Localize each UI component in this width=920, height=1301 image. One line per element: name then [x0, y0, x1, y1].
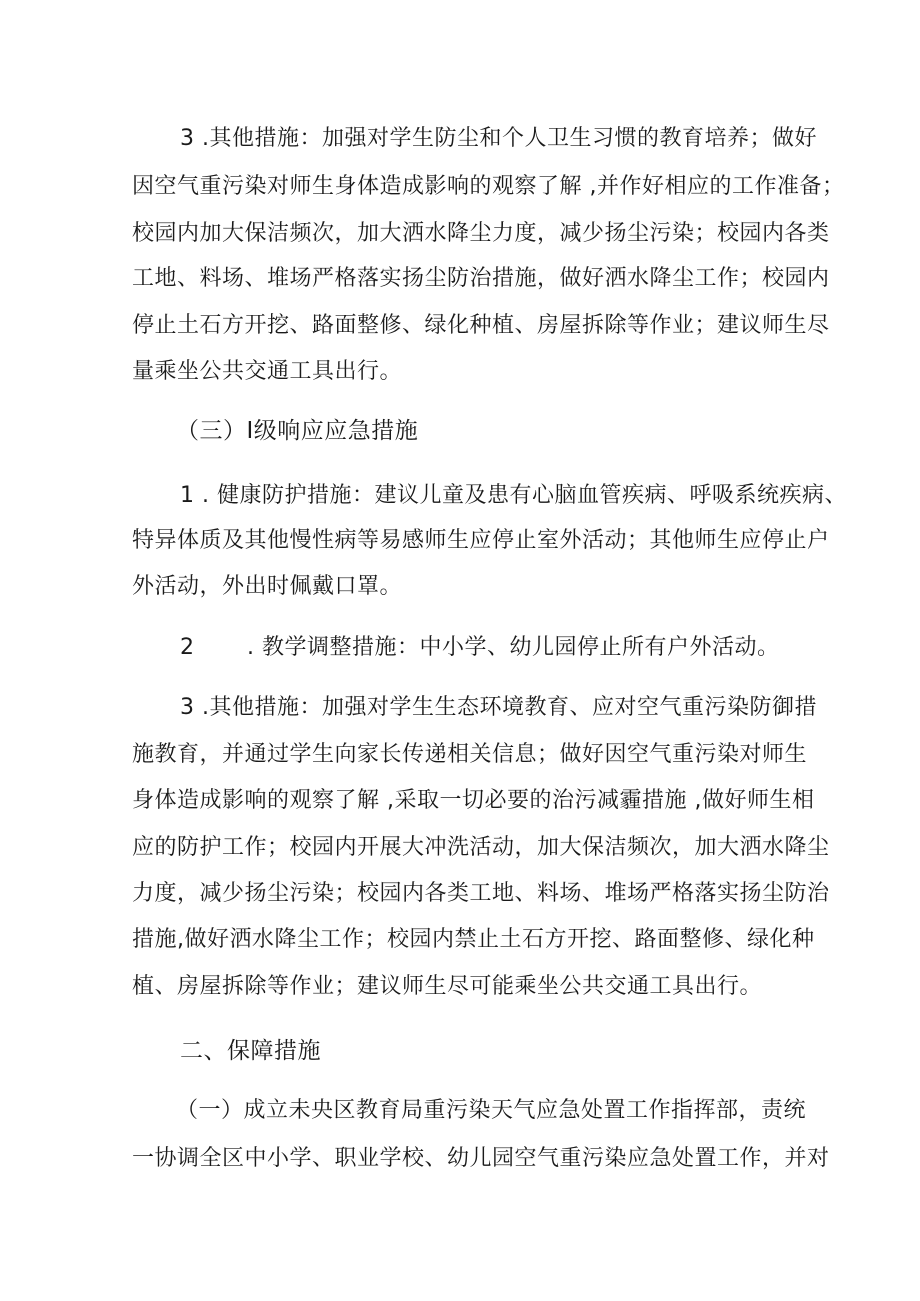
paragraph-line: 施教育，并通过学生向家长传递相关信息；做好因空气重污染对师生 — [132, 742, 808, 767]
paragraph-line: （一）成立未央区教育局重污染天气应急处置工作指挥部，责统 — [176, 1098, 807, 1123]
paragraph-line: 应的防护工作；校园内开展大冲洗活动，加大保洁频次，加大洒水降尘 — [132, 835, 830, 860]
paragraph-line: 1 . 健康防护措施：建议儿童及患有心脑血管疾病、呼吸系统疾病、 — [180, 483, 847, 508]
paragraph-line: 外活动，外出时佩戴口罩。 — [132, 574, 403, 599]
paragraph-line: 3 .其他措施：加强对学生防尘和个人卫生习惯的教育培养；做好 — [180, 126, 817, 151]
paragraph-line: 特异体质及其他慢性病等易感师生应停止室外活动；其他师生应停止户 — [132, 528, 830, 553]
paragraph-line: 因空气重污染对师生身体造成影响的观察了解 ,并作好相应的工作准备； — [132, 174, 845, 199]
paragraph-line: 一协调全区中小学、职业学校、幼儿园空气重污染应急处置工作，并对 — [132, 1146, 830, 1171]
paragraph-line: 工地、料场、堆场严格落实扬尘防治措施，做好洒水降尘工作；校园内 — [132, 266, 830, 291]
paragraph-line: 2 . 教学调整措施：中小学、幼儿园停止所有户外活动。 — [180, 635, 780, 660]
paragraph-line: 量乘坐公共交通工具出行。 — [132, 359, 403, 384]
paragraph-line: 植、房屋拆除等作业；建议师生尽可能乘坐公共交通工具出行。 — [132, 974, 763, 999]
section-heading: 二、保障措施 — [180, 1038, 321, 1064]
paragraph-line: 身体造成影响的观察了解 ,采取一切必要的治污减霾措施 ,做好师生相 — [132, 788, 815, 813]
section-heading: （三）Ⅰ级响应应急措施 — [176, 418, 419, 444]
paragraph-line: 3 .其他措施：加强对学生生态环境教育、应对空气重污染防御措 — [180, 695, 817, 720]
paragraph-line: 力度，减少扬尘污染；校园内各类工地、料场、堆场严格落实扬尘防治 — [132, 881, 830, 906]
paragraph-line: 措施,做好洒水降尘工作；校园内禁止土石方开挖、路面整修、绿化种 — [132, 927, 815, 952]
paragraph-line: 停止土石方开挖、路面整修、绿化种植、房屋拆除等作业；建议师生尽 — [132, 313, 830, 338]
paragraph-line: 校园内加大保洁频次，加大洒水降尘力度，减少扬尘污染；校园内各类 — [132, 221, 830, 246]
